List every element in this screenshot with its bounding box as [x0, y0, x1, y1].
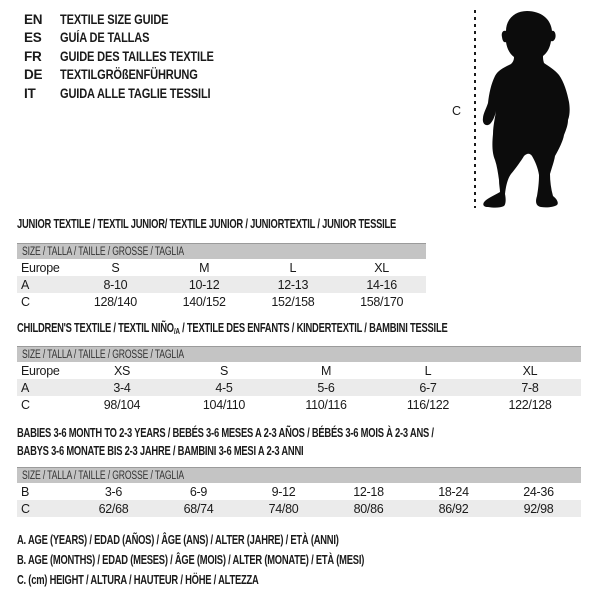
size-cell: 98/104	[103, 397, 141, 412]
size-cell: L	[289, 260, 297, 275]
size-header-bar	[17, 467, 581, 483]
footnote	[17, 553, 480, 573]
size-cell: 62/68	[98, 501, 129, 516]
size-cell: 9-12	[271, 484, 296, 499]
size-cell: 158/170	[360, 294, 404, 309]
toddler-silhouette-icon	[480, 8, 578, 212]
table-row	[17, 276, 426, 293]
size-cell: 7-8	[521, 380, 539, 395]
section-junior	[17, 216, 426, 310]
footnote	[17, 533, 480, 553]
size-cell: XS	[113, 363, 131, 378]
size-header-text: SIZE / TALLA / TAILLE / GRÖSSE / TAGLIA	[22, 246, 184, 258]
language-title: GUÍA DE TALLAS	[60, 30, 150, 46]
size-cell: S	[111, 260, 120, 275]
size-cell: 122/128	[508, 397, 552, 412]
section-title-text	[17, 320, 447, 339]
language-header	[24, 10, 248, 103]
section-title	[17, 216, 426, 232]
table-row	[17, 362, 581, 379]
size-cell: 18-24	[438, 484, 469, 499]
size-cell: 68/74	[183, 501, 214, 516]
table-row	[17, 483, 581, 500]
size-cell: 152/158	[271, 294, 315, 309]
footnote-text: B. AGE (MONTHS) / EDAD (MESES) / ÂGE (MOIS) / ALTER (MONATE) / ETÀ (MESI)	[17, 553, 365, 567]
size-cell: XL	[374, 260, 389, 275]
size-header-bar	[17, 346, 581, 362]
language-row	[24, 29, 248, 48]
size-cell: 10-12	[188, 277, 220, 292]
language-code: FR	[24, 48, 42, 64]
size-cell: 5-6	[317, 380, 335, 395]
table-row	[17, 379, 581, 396]
size-cell: 92/98	[523, 501, 554, 516]
language-row	[24, 47, 248, 66]
footnotes	[17, 533, 480, 593]
language-row	[24, 66, 248, 85]
size-cell: 116/122	[406, 397, 450, 412]
size-cell: L	[424, 363, 432, 378]
row-label: A	[21, 380, 30, 395]
size-cell: 6-7	[419, 380, 437, 395]
size-header-text: SIZE / TALLA / TAILLE / GRÖSSE / TAGLIA	[22, 349, 184, 361]
size-cell: 128/140	[93, 294, 137, 309]
language-title: TEXTILE SIZE GUIDE	[60, 11, 169, 27]
size-cell: 4-5	[215, 380, 233, 395]
table-row	[17, 293, 426, 310]
section-title-line1: BABIES 3-6 MONTH TO 2-3 YEARS / BEBÉS 3-6 MESES A 2-3 AÑOS / BÉBÉS 3-6 MOIS À 2-3 ANS /	[17, 426, 434, 440]
section-title	[17, 424, 581, 460]
language-title: GUIDE DES TAILLES TEXTILE	[60, 48, 214, 64]
table-row	[17, 396, 581, 413]
size-cell: 80/86	[353, 501, 384, 516]
row-label: Europe	[21, 363, 60, 378]
size-header-text: SIZE / TALLA / TAILLE / GRÖSSE / TAGLIA	[22, 470, 184, 482]
row-label: Europe	[21, 260, 60, 275]
language-title: TEXTILGRÖßENFÜHRUNG	[60, 67, 198, 83]
size-cell: 104/110	[202, 397, 246, 412]
size-cell: 8-10	[103, 277, 128, 292]
language-code: DE	[24, 67, 43, 83]
size-cell: XL	[522, 363, 538, 378]
size-cell: M	[199, 260, 210, 275]
size-table	[17, 483, 581, 517]
size-cell: 74/80	[268, 501, 299, 516]
section-title-subscript: /A	[173, 326, 180, 336]
row-label: C	[21, 397, 30, 412]
section-title-text: JUNIOR TEXTILE / TEXTIL JUNIOR/ TEXTILE JUNIOR / JUNIORTEXTIL / JUNIOR TESSILE	[17, 217, 397, 231]
row-label: C	[21, 501, 30, 516]
size-cell: 3-4	[113, 380, 131, 395]
footnote-text: A. AGE (YEARS) / EDAD (AÑOS) / ÂGE (ANS) / ALTER (JAHRE) / ETÀ (ANNI)	[17, 533, 339, 547]
language-row	[24, 84, 248, 103]
row-label: C	[21, 294, 30, 309]
language-title: GUIDA ALLE TAGLIE TESSILI	[60, 85, 211, 101]
size-cell: 12-18	[353, 484, 384, 499]
size-cell: 6-9	[189, 484, 208, 499]
section-title-line2: BABYS 3-6 MONATE BIS 2-3 JAHRE / BAMBINI 3-6 MESI A 2-3 ANNI	[17, 444, 304, 458]
language-code: EN	[24, 11, 43, 27]
size-cell: 86/92	[438, 501, 469, 516]
table-row	[17, 500, 581, 517]
footnote	[17, 573, 480, 593]
section-title	[17, 320, 581, 339]
size-header-bar	[17, 243, 426, 259]
size-cell: 110/116	[305, 397, 347, 412]
size-cell: M	[320, 363, 332, 378]
footnote-text: C. (cm) HEIGHT / ALTURA / HAUTEUR / HÖHE / ALTEZZA	[17, 573, 259, 587]
size-cell: 24-36	[523, 484, 554, 499]
size-table	[17, 259, 426, 310]
size-cell: 3-6	[104, 484, 123, 499]
language-code: ES	[24, 30, 42, 46]
row-label: B	[21, 484, 30, 499]
language-code: IT	[24, 85, 36, 101]
height-dashed-line	[474, 10, 476, 208]
size-cell: 14-16	[366, 277, 397, 292]
size-table	[17, 362, 581, 413]
language-row	[24, 10, 248, 29]
table-row	[17, 259, 426, 276]
size-cell: S	[219, 363, 229, 378]
section-title-pre: CHILDREN'S TEXTILE / TEXTIL NIÑO	[17, 321, 174, 335]
figure-height-label: C	[452, 104, 461, 118]
size-cell: 12-13	[277, 277, 309, 292]
section-title-post: / TEXTILE DES ENFANTS / KINDERTEXTIL / BAMBINI TESSILE	[179, 321, 448, 335]
size-cell: 140/152	[182, 294, 226, 309]
row-label: A	[21, 277, 30, 292]
section-babies	[17, 424, 581, 517]
section-children	[17, 320, 581, 413]
